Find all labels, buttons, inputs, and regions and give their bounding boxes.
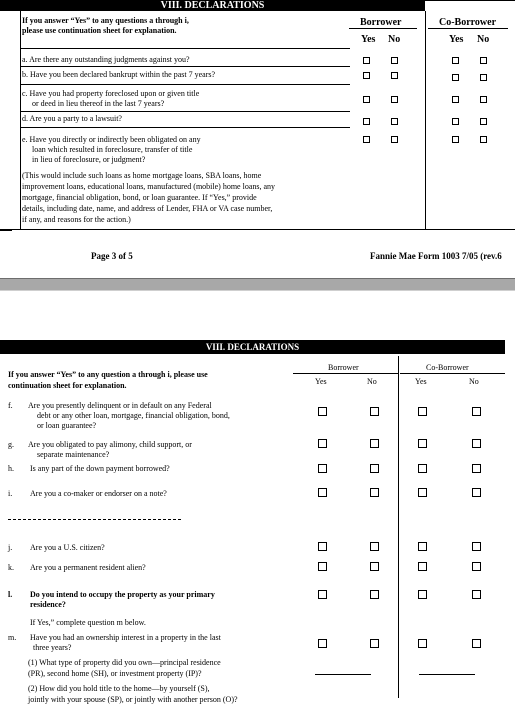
coborrower-label: Co-Borrower [439,17,497,28]
instructions: If you answer “Yes” to any questions a through i, please use continuation sheet for explanation. [22,16,189,35]
question-m-letter: m. [8,633,17,642]
checkbox-e-borrower-yes[interactable] [363,136,370,143]
question-k: Are you a permanent resident alien? [30,563,146,572]
checkbox-k-coborrower-yes[interactable] [418,562,427,571]
footer-form-name: Fannie Mae Form 1003 7/05 (rev.6 [370,251,502,261]
borrower-label: Borrower [360,17,402,28]
checkbox-j-coborrower-no[interactable] [472,542,481,551]
no-label: No [367,377,377,386]
borrower-label: Borrower [328,363,359,372]
checkbox-a-borrower-yes[interactable] [363,57,370,64]
footer-page-number: Page 3 of 5 [91,251,133,261]
checkbox-k-borrower-no[interactable] [370,562,379,571]
checkbox-h-coborrower-yes[interactable] [418,464,427,473]
checkbox-g-borrower-no[interactable] [370,439,379,448]
checkbox-b-borrower-no[interactable] [391,72,398,79]
yes-label: Yes [415,377,427,386]
checkbox-c-borrower-yes[interactable] [363,96,370,103]
checkbox-h-borrower-no[interactable] [370,464,379,473]
instructions: If you answer “Yes” to any question a through i, please use continuation sheet for explanation. [8,370,208,390]
checkbox-a-coborrower-no[interactable] [480,57,487,64]
no-label: No [469,377,479,386]
dash-divider [8,519,181,520]
checkbox-l-coborrower-yes[interactable] [418,590,427,599]
checkbox-m-coborrower-yes[interactable] [418,639,427,648]
question-f: Are you presently delinquent or in default on any Federal debt or any other loan, mortgage, financial obligation, bond, or loan guarantee? [28,401,230,430]
checkbox-m-coborrower-no[interactable] [472,639,481,648]
checkbox-f-coborrower-no[interactable] [472,407,481,416]
question-m-2: (2) How did you hold title to the home—by yourself (S), jointly with your spouse (SP), or jointly with another person (O)? [28,684,238,704]
question-l-note: If Yes,” complete question m below. [30,618,146,627]
checkbox-j-borrower-yes[interactable] [318,542,327,551]
checkbox-i-coborrower-no[interactable] [472,488,481,497]
checkbox-b-coborrower-yes[interactable] [452,74,459,81]
checkbox-c-coborrower-no[interactable] [480,96,487,103]
checkbox-e-coborrower-yes[interactable] [452,136,459,143]
checkbox-d-borrower-yes[interactable] [363,118,370,125]
checkbox-g-coborrower-yes[interactable] [418,439,427,448]
checkbox-h-borrower-yes[interactable] [318,464,327,473]
page-separator [0,278,515,291]
question-l-letter: l. [8,590,13,599]
checkbox-j-coborrower-yes[interactable] [418,542,427,551]
question-i-letter: i. [8,489,13,498]
checkbox-d-coborrower-yes[interactable] [452,118,459,125]
checkbox-k-coborrower-no[interactable] [472,562,481,571]
checkbox-f-borrower-no[interactable] [370,407,379,416]
question-f-letter: f. [8,401,13,410]
checkbox-l-coborrower-no[interactable] [472,590,481,599]
section-title: VIII. DECLARATIONS [0,340,505,354]
checkbox-j-borrower-no[interactable] [370,542,379,551]
checkbox-m-borrower-no[interactable] [370,639,379,648]
question-j-letter: j. [8,543,13,552]
no-label: No [388,34,401,45]
question-d: d. Are you a party to a lawsuit? [22,114,122,123]
checkbox-c-borrower-no[interactable] [391,96,398,103]
checkbox-d-borrower-no[interactable] [391,118,398,125]
yes-label: Yes [315,377,327,386]
checkbox-d-coborrower-no[interactable] [480,118,487,125]
question-a: a. Are there any outstanding judgments against you? [22,55,190,64]
checkbox-a-coborrower-yes[interactable] [452,57,459,64]
question-b: b. Have you been declared bankrupt within the past 7 years? [22,70,216,79]
checkbox-i-borrower-no[interactable] [370,488,379,497]
question-m: Have you had an ownership interest in a property in the last three years? [30,633,221,652]
yes-label: Yes [449,34,464,45]
question-h: Is any part of the down payment borrowed? [30,464,170,473]
checkbox-e-borrower-no[interactable] [391,136,398,143]
checkbox-m-borrower-yes[interactable] [318,639,327,648]
checkbox-k-borrower-yes[interactable] [318,562,327,571]
checkbox-b-coborrower-no[interactable] [480,74,487,81]
question-h-letter: h. [8,464,14,473]
checkbox-a-borrower-no[interactable] [391,57,398,64]
coborrower-label: Co-Borrower [426,363,469,372]
question-i: Are you a co-maker or endorser on a note? [30,489,167,498]
checkbox-h-coborrower-no[interactable] [472,464,481,473]
question-g-letter: g. [8,440,14,449]
no-label: No [477,34,490,45]
checkbox-i-coborrower-yes[interactable] [418,488,427,497]
checkbox-f-coborrower-yes[interactable] [418,407,427,416]
checkbox-g-coborrower-no[interactable] [472,439,481,448]
checkbox-g-borrower-yes[interactable] [318,439,327,448]
checkbox-l-borrower-yes[interactable] [318,590,327,599]
section-title: VIII. DECLARATIONS [0,0,425,11]
question-l: Do you intend to occupy the property as your primary residence? [30,590,215,609]
checkbox-e-coborrower-no[interactable] [480,136,487,143]
checkbox-c-coborrower-yes[interactable] [452,96,459,103]
question-c: c. Have you had property foreclosed upon or given title or deed in lieu thereof in the last 7 years? [22,89,200,108]
checkbox-l-borrower-no[interactable] [370,590,379,599]
question-m-1: (1) What type of property did you own—principal residence (PR), second home (SH), or investment property (IP)? [28,658,221,678]
m1-borrower-answer-line[interactable] [315,674,371,675]
checkbox-f-borrower-yes[interactable] [318,407,327,416]
question-e-note: (This would include such loans as home mortgage loans, SBA loans, home improvement loans, educational loans, manufactured (mobile) home loans, any mortgage, financial obligation, bond, or loan guarantee. If “Yes,” provide details, including date, name, and address of Lender, FHA or VA case number, if any, and reasons for the action.) [22,171,276,224]
checkbox-b-borrower-yes[interactable] [363,72,370,79]
question-e: e. Have you directly or indirectly been obligated on any loan which resulted in foreclosure, transfer of title in lieu of foreclosure, or judgment? [22,135,201,164]
question-g: Are you obligated to pay alimony, child support, or separate maintenance? [28,440,192,459]
question-j: Are you a U.S. citizen? [30,543,105,552]
yes-label: Yes [361,34,376,45]
question-k-letter: k. [8,563,14,572]
m1-coborrower-answer-line[interactable] [419,674,475,675]
checkbox-i-borrower-yes[interactable] [318,488,327,497]
